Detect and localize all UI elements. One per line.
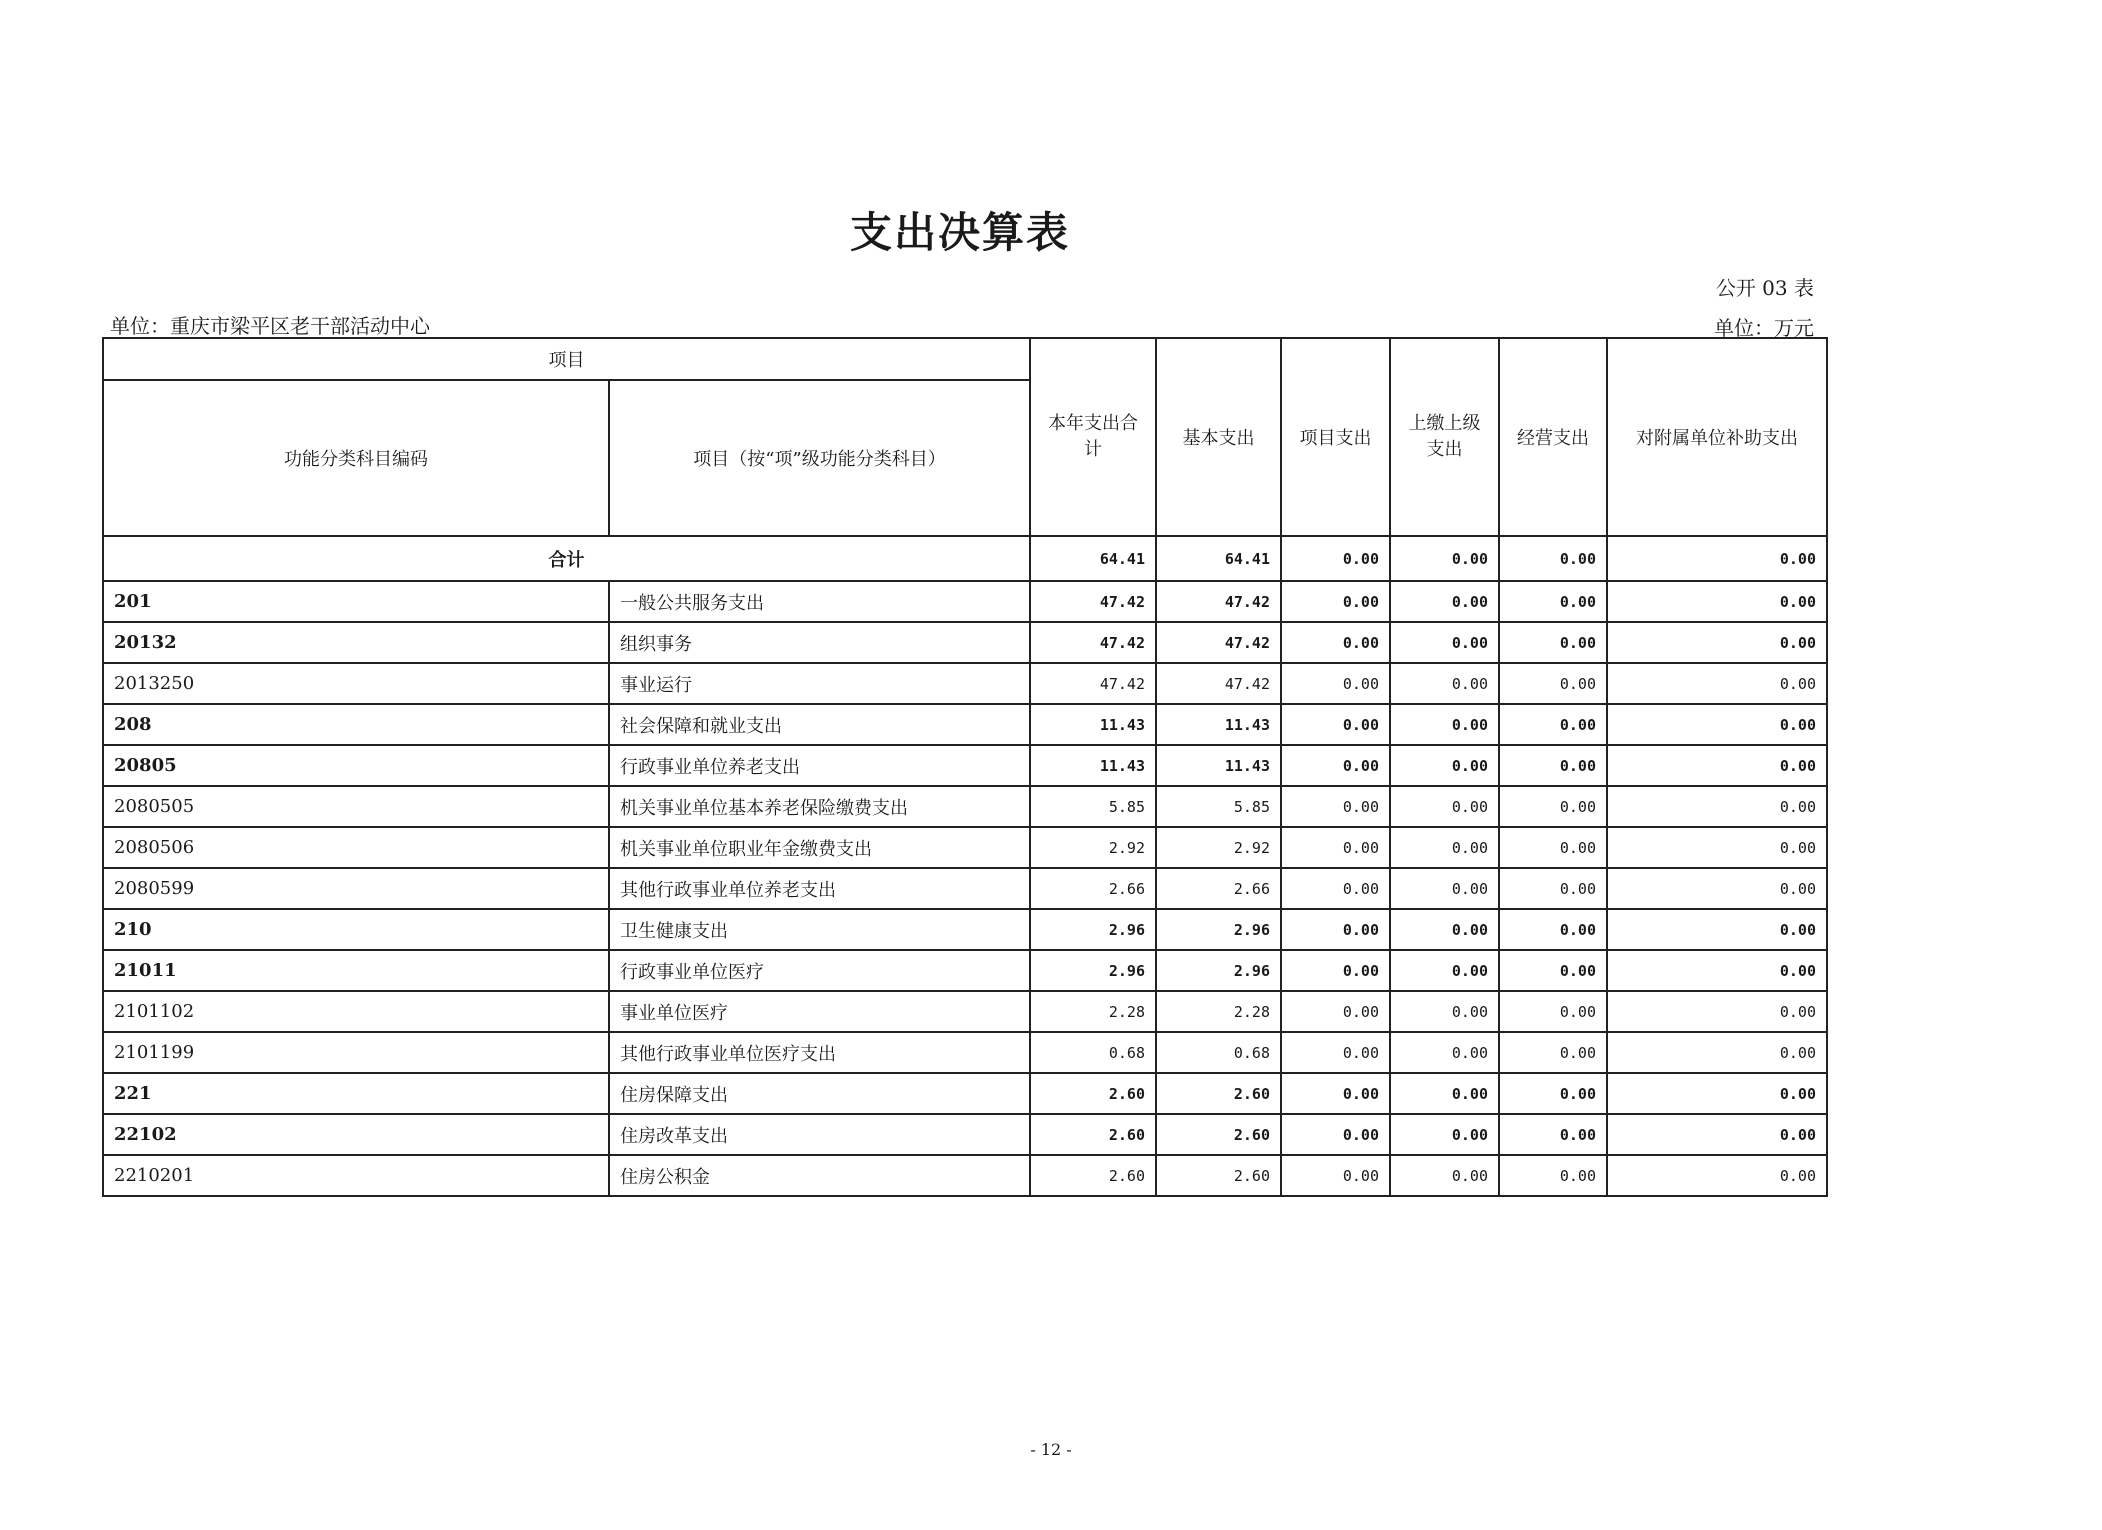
expenditure-table	[102, 337, 1828, 1197]
cell-upper: 0.00	[1390, 1155, 1499, 1196]
cell-business: 0.00	[1499, 745, 1607, 786]
cell-business: 0.00	[1499, 1073, 1607, 1114]
table-row	[103, 991, 1827, 1032]
cell-proj: 0.00	[1281, 1032, 1390, 1073]
form-number: 公开 03 表	[1715, 276, 1814, 300]
cell-proj: 0.00	[1281, 991, 1390, 1032]
cell-total: 11.43	[1030, 704, 1156, 745]
cell-proj: 0.00	[1281, 745, 1390, 786]
cell-code: 2080506	[103, 827, 609, 868]
cell-total: 2.60	[1030, 1114, 1156, 1155]
cell-business: 0.00	[1499, 950, 1607, 991]
cell-basic: 2.96	[1156, 909, 1281, 950]
table-row	[103, 786, 1827, 827]
cell-code: 2101199	[103, 1032, 609, 1073]
cell-proj: 0.00	[1281, 1073, 1390, 1114]
table-row	[103, 950, 1827, 991]
table-row	[103, 1114, 1827, 1155]
cell-business: 0.00	[1499, 1155, 1607, 1196]
cell-upper: 0.00	[1390, 1073, 1499, 1114]
table-row	[103, 1032, 1827, 1073]
cell-subsidy: 0.00	[1607, 909, 1827, 950]
cell-name: 其他行政事业单位医疗支出	[609, 1032, 1030, 1073]
header-total: 本年支出合计	[1030, 338, 1156, 536]
cell-subsidy: 0.00	[1607, 950, 1827, 991]
cell-subsidy: 0.00	[1607, 745, 1827, 786]
cell-basic: 2.66	[1156, 868, 1281, 909]
cell-upper: 0.00	[1390, 622, 1499, 663]
table-row	[103, 909, 1827, 950]
cell-total: 2.60	[1030, 1155, 1156, 1196]
header-project-exp: 项目支出	[1281, 338, 1390, 536]
table-row	[103, 1155, 1827, 1196]
header-business: 经营支出	[1499, 338, 1607, 536]
cell-business: 0.00	[1499, 1032, 1607, 1073]
cell-upper: 0.00	[1390, 909, 1499, 950]
cell-code: 2080505	[103, 786, 609, 827]
cell-total: 11.43	[1030, 745, 1156, 786]
cell-code: 221	[103, 1073, 609, 1114]
cell-subsidy: 0.00	[1607, 581, 1827, 622]
total-business: 0.00	[1499, 536, 1607, 581]
cell-upper: 0.00	[1390, 1114, 1499, 1155]
cell-name: 行政事业单位养老支出	[609, 745, 1030, 786]
table-row	[103, 1073, 1827, 1114]
cell-name: 卫生健康支出	[609, 909, 1030, 950]
total-row	[103, 536, 1827, 581]
total-label: 合计	[103, 536, 1030, 581]
cell-code: 22102	[103, 1114, 609, 1155]
cell-basic: 47.42	[1156, 622, 1281, 663]
cell-basic: 5.85	[1156, 786, 1281, 827]
cell-total: 47.42	[1030, 581, 1156, 622]
table-row	[103, 745, 1827, 786]
cell-total: 2.96	[1030, 909, 1156, 950]
cell-subsidy: 0.00	[1607, 1114, 1827, 1155]
cell-proj: 0.00	[1281, 786, 1390, 827]
cell-business: 0.00	[1499, 581, 1607, 622]
cell-code: 201	[103, 581, 609, 622]
total-basic: 64.41	[1156, 536, 1281, 581]
cell-total: 47.42	[1030, 622, 1156, 663]
cell-basic: 2.92	[1156, 827, 1281, 868]
cell-name: 住房公积金	[609, 1155, 1030, 1196]
table-row	[103, 704, 1827, 745]
cell-code: 210	[103, 909, 609, 950]
cell-name: 行政事业单位医疗	[609, 950, 1030, 991]
cell-upper: 0.00	[1390, 786, 1499, 827]
cell-basic: 0.68	[1156, 1032, 1281, 1073]
cell-subsidy: 0.00	[1607, 622, 1827, 663]
cell-proj: 0.00	[1281, 1155, 1390, 1196]
cell-upper: 0.00	[1390, 1032, 1499, 1073]
cell-business: 0.00	[1499, 991, 1607, 1032]
cell-name: 事业单位医疗	[609, 991, 1030, 1032]
reporting-unit: 单位：重庆市梁平区老干部活动中心	[110, 314, 430, 338]
cell-upper: 0.00	[1390, 704, 1499, 745]
table-row	[103, 868, 1827, 909]
header-subsidy: 对附属单位补助支出	[1607, 338, 1827, 536]
header-upper: 上缴上级支出	[1390, 338, 1499, 536]
cell-business: 0.00	[1499, 622, 1607, 663]
cell-name: 机关事业单位职业年金缴费支出	[609, 827, 1030, 868]
page-title: 支出决算表	[849, 208, 1070, 257]
cell-subsidy: 0.00	[1607, 991, 1827, 1032]
cell-upper: 0.00	[1390, 868, 1499, 909]
cell-total: 2.60	[1030, 1073, 1156, 1114]
table-row	[103, 663, 1827, 704]
cell-business: 0.00	[1499, 1114, 1607, 1155]
total-subsidy: 0.00	[1607, 536, 1827, 581]
cell-name: 事业运行	[609, 663, 1030, 704]
cell-name: 住房保障支出	[609, 1073, 1030, 1114]
header-project: 项目	[103, 338, 1030, 380]
cell-name: 住房改革支出	[609, 1114, 1030, 1155]
cell-proj: 0.00	[1281, 827, 1390, 868]
cell-basic: 2.60	[1156, 1114, 1281, 1155]
cell-total: 2.28	[1030, 991, 1156, 1032]
cell-name: 社会保障和就业支出	[609, 704, 1030, 745]
cell-total: 0.68	[1030, 1032, 1156, 1073]
cell-total: 2.66	[1030, 868, 1156, 909]
cell-upper: 0.00	[1390, 581, 1499, 622]
cell-basic: 11.43	[1156, 745, 1281, 786]
cell-subsidy: 0.00	[1607, 663, 1827, 704]
cell-upper: 0.00	[1390, 827, 1499, 868]
cell-upper: 0.00	[1390, 745, 1499, 786]
cell-basic: 2.28	[1156, 991, 1281, 1032]
cell-code: 2080599	[103, 868, 609, 909]
cell-proj: 0.00	[1281, 581, 1390, 622]
cell-business: 0.00	[1499, 704, 1607, 745]
cell-name: 一般公共服务支出	[609, 581, 1030, 622]
cell-subsidy: 0.00	[1607, 1155, 1827, 1196]
cell-proj: 0.00	[1281, 704, 1390, 745]
cell-upper: 0.00	[1390, 950, 1499, 991]
cell-business: 0.00	[1499, 786, 1607, 827]
cell-subsidy: 0.00	[1607, 1032, 1827, 1073]
cell-total: 2.92	[1030, 827, 1156, 868]
cell-business: 0.00	[1499, 827, 1607, 868]
cell-subsidy: 0.00	[1607, 827, 1827, 868]
cell-upper: 0.00	[1390, 991, 1499, 1032]
table-row	[103, 581, 1827, 622]
cell-business: 0.00	[1499, 868, 1607, 909]
currency-unit: 单位：万元	[1714, 316, 1814, 340]
cell-code: 2210201	[103, 1155, 609, 1196]
cell-business: 0.00	[1499, 663, 1607, 704]
table-row	[103, 622, 1827, 663]
header-name: 项目（按“项”级功能分类科目）	[609, 380, 1030, 536]
cell-subsidy: 0.00	[1607, 868, 1827, 909]
header-basic: 基本支出	[1156, 338, 1281, 536]
total-upper: 0.00	[1390, 536, 1499, 581]
cell-total: 5.85	[1030, 786, 1156, 827]
cell-subsidy: 0.00	[1607, 704, 1827, 745]
cell-basic: 2.96	[1156, 950, 1281, 991]
cell-basic: 2.60	[1156, 1073, 1281, 1114]
cell-proj: 0.00	[1281, 950, 1390, 991]
cell-proj: 0.00	[1281, 909, 1390, 950]
cell-basic: 2.60	[1156, 1155, 1281, 1196]
cell-basic: 47.42	[1156, 581, 1281, 622]
cell-basic: 47.42	[1156, 663, 1281, 704]
cell-code: 20805	[103, 745, 609, 786]
cell-total: 2.96	[1030, 950, 1156, 991]
cell-proj: 0.00	[1281, 622, 1390, 663]
total-total: 64.41	[1030, 536, 1156, 581]
cell-proj: 0.00	[1281, 663, 1390, 704]
cell-proj: 0.00	[1281, 1114, 1390, 1155]
cell-name: 其他行政事业单位养老支出	[609, 868, 1030, 909]
cell-upper: 0.00	[1390, 663, 1499, 704]
total-proj: 0.00	[1281, 536, 1390, 581]
cell-code: 208	[103, 704, 609, 745]
cell-code: 21011	[103, 950, 609, 991]
cell-code: 2013250	[103, 663, 609, 704]
cell-name: 组织事务	[609, 622, 1030, 663]
cell-code: 20132	[103, 622, 609, 663]
page-number: - 12 -	[1030, 1440, 1072, 1459]
table-row	[103, 827, 1827, 868]
header-code: 功能分类科目编码	[103, 380, 609, 536]
cell-name: 机关事业单位基本养老保险缴费支出	[609, 786, 1030, 827]
cell-subsidy: 0.00	[1607, 786, 1827, 827]
cell-basic: 11.43	[1156, 704, 1281, 745]
cell-subsidy: 0.00	[1607, 1073, 1827, 1114]
cell-business: 0.00	[1499, 909, 1607, 950]
cell-total: 47.42	[1030, 663, 1156, 704]
cell-proj: 0.00	[1281, 868, 1390, 909]
cell-code: 2101102	[103, 991, 609, 1032]
